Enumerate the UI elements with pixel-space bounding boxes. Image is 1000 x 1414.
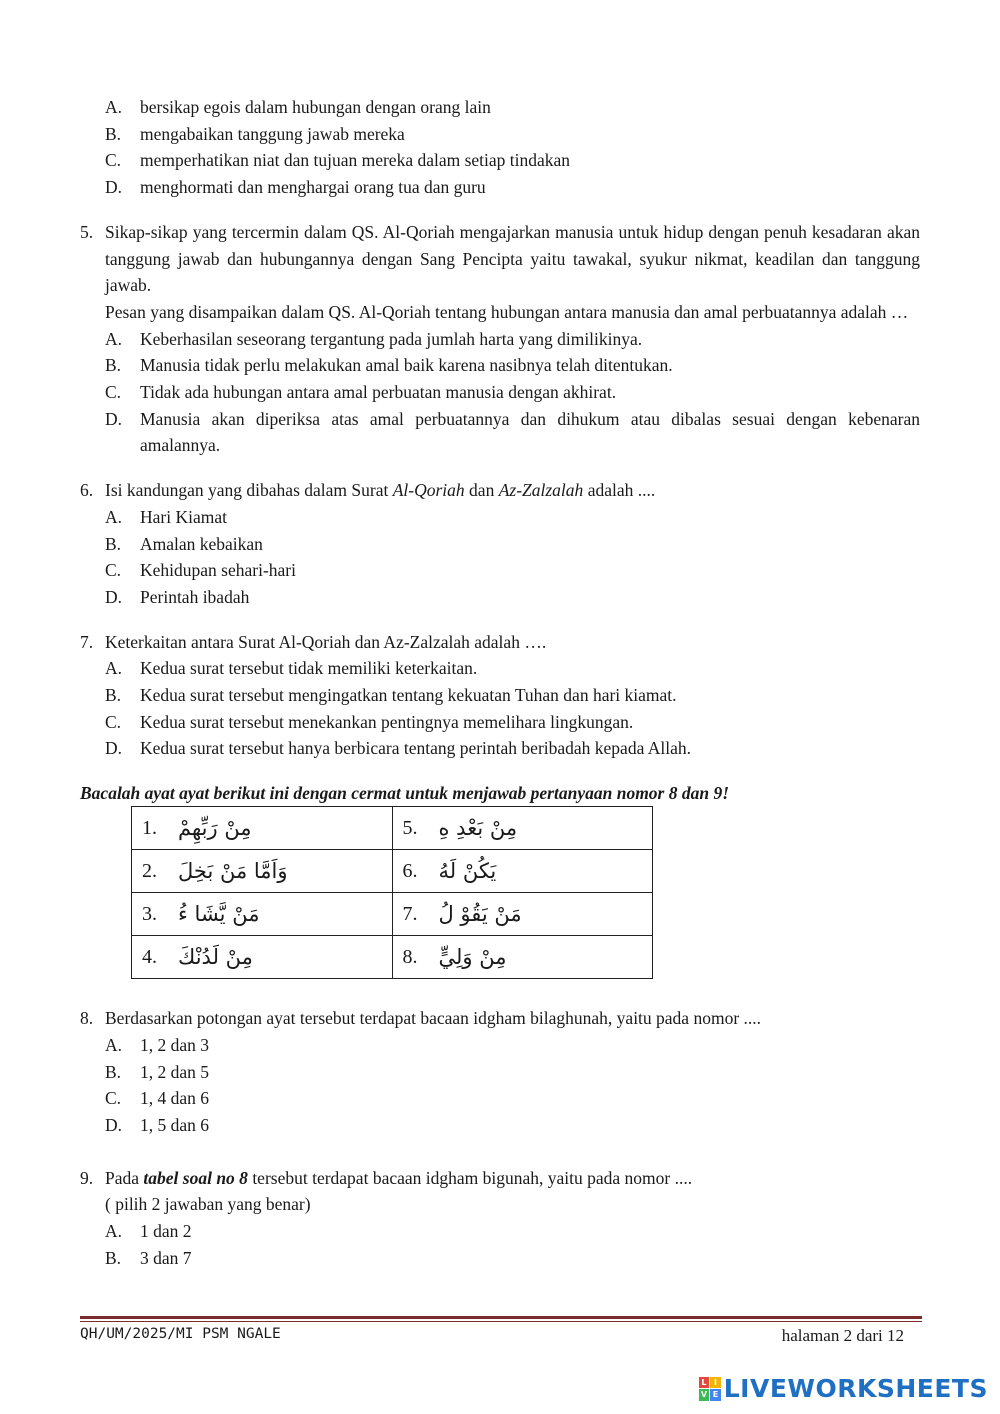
table-cell: 6. يَكُنْ لَهُ bbox=[392, 850, 653, 893]
question-9-note: ( pilih 2 jawaban yang benar) bbox=[105, 1194, 311, 1215]
table-cell: 8. مِنْ وَلِيٍّ bbox=[392, 936, 653, 979]
option-c[interactable]: C. memperhatikan niat dan tujuan mereka dalam setiap tindakan bbox=[105, 150, 571, 171]
table-cell: 5. مِنْ بَعْدِ هِ bbox=[392, 807, 653, 850]
question-8: 8. Berdasarkan potongan ayat tersebut terdapat bacaan idgham bilaghunah, yaitu pada nomor .... A. 1, 2 dan 3 B. 1, 2 dan 5 C. 1, 4 dan 6 D. 1, 5 dan 6 bbox=[80, 1005, 920, 1139]
option-c[interactable]: C. Tidak ada hubungan antara amal perbuatan manusia dengan akhirat. bbox=[105, 382, 617, 403]
option-a[interactable]: A. Hari Kiamat bbox=[105, 506, 227, 527]
option-b[interactable]: B. Kedua surat tersebut mengingatkan tentang kekuatan Tuhan dan hari kiamat. bbox=[105, 685, 677, 706]
question-9-options bbox=[105, 1218, 920, 1271]
table-cell: 3. مَنْ يَّشَا ءُ bbox=[132, 893, 393, 936]
exam-page bbox=[80, 94, 920, 1272]
option-b[interactable]: B. 1, 2 dan 5 bbox=[105, 1061, 210, 1082]
option-c[interactable]: C. 1, 4 dan 6 bbox=[105, 1088, 210, 1109]
table-row bbox=[132, 807, 653, 850]
footer-code: QH/UM/2025/MI PSM NGALE bbox=[80, 1326, 281, 1342]
table-row bbox=[132, 850, 653, 893]
question-5: 5. Sikap-sikap yang tercermin dalam QS. Al-Qoriah mengajarkan manusia untuk hidup dengan penuh kesadaran akan tanggung jawab dan hubungannya dengan Sang Pencipta yaitu tawakal, syukur nikmat, keadilan dan tanggung jawab. Pesan yang disampaikan dalam QS. Al-Qoriah tentang hubungan antara manusia dan amal perbuatannya adalah … A. Keberhasilan seseorang tergantung pada jumlah harta yang dimilikinya. B. Manusia tidak perlu melakukan amal baik karena nasibnya telah ditentukan. C. Tidak ada hubungan antara amal perbuatan manusia dengan akhirat. D. Manusia akan diperiksa atas amal perbuatannya dan dihukum atau dibalas sesuai dengan kebenaran amalannya. bbox=[80, 219, 920, 459]
option-d[interactable]: D. 1, 5 dan 6 bbox=[105, 1114, 210, 1135]
question-9: 9. Pada tabel soal no 8 tersebut terdapat bacaan idgham bigunah, yaitu pada nomor .... ( pilih 2 jawaban yang benar) A. 1 dan 2 B. 3 dan 7 bbox=[80, 1165, 920, 1272]
option-b[interactable]: B. mengabaikan tanggung jawab mereka bbox=[105, 123, 405, 144]
table-row bbox=[132, 893, 653, 936]
option-d[interactable]: D. Kedua surat tersebut hanya berbicara tentang perintah beribadah kepada Allah. bbox=[105, 738, 692, 759]
question-8-stem: Berdasarkan potongan ayat tersebut terdapat bacaan idgham bilaghunah, yaitu pada nomor .... bbox=[105, 1008, 762, 1029]
question-7-options bbox=[105, 655, 920, 762]
option-c[interactable]: C. Kehidupan sehari-hari bbox=[105, 560, 296, 581]
option-b[interactable]: B. Amalan kebaikan bbox=[105, 533, 263, 554]
option-a[interactable]: A. Kedua surat tersebut tidak memiliki keterkaitan. bbox=[105, 658, 478, 679]
arabic-text: مَنْ يَّشَا ءُ bbox=[178, 902, 260, 927]
question-6: 6. Isi kandungan yang dibahas dalam Surat Al-Qoriah dan Az-Zalzalah adalah .... A. Hari Kiamat B. Amalan kebaikan C. Kehidupan sehari-hari D. Perintah ibadah bbox=[80, 477, 920, 611]
table-cell: 1. مِنْ رَبِّهِمْ bbox=[132, 807, 393, 850]
option-d[interactable]: D. menghormati dan menghargai orang tua dan guru bbox=[105, 177, 486, 198]
arabic-text: مِنْ رَبِّهِمْ bbox=[178, 816, 252, 841]
question-5-stem: Sikap-sikap yang tercermin dalam QS. Al-Qoriah mengajarkan manusia untuk hidup dengan penuh kesadaran akan tanggung jawab dan hubungannya dengan Sang Pencipta yaitu tawakal, syukur nikmat, keadilan dan tanggung jawab. bbox=[105, 221, 920, 296]
question-6-stem: Isi kandungan yang dibahas dalam Surat Al-Qoriah dan Az-Zalzalah adalah .... bbox=[105, 480, 656, 501]
question-8-options bbox=[105, 1032, 920, 1139]
option-c[interactable]: C. Kedua surat tersebut menekankan pentingnya memelihara lingkungan. bbox=[105, 711, 634, 732]
arabic-text: مِنْ بَعْدِ هِ bbox=[438, 816, 518, 841]
arabic-text: وَاَمَّا مَنْ بَخِلَ bbox=[178, 859, 288, 884]
page-number: halaman 2 dari 12 bbox=[781, 1326, 904, 1345]
arabic-text: مَنْ يَقُوْ لُ bbox=[438, 902, 522, 927]
option-a[interactable]: A. bersikap egois dalam hubungan dengan orang lain bbox=[105, 97, 491, 117]
option-b[interactable]: B. Manusia tidak perlu melakukan amal baik karena nasibnya telah ditentukan. bbox=[105, 355, 673, 376]
question-9-stem: Pada tabel soal no 8 tersebut terdapat bacaan idgham bigunah, yaitu pada nomor .... bbox=[105, 1167, 693, 1188]
option-d[interactable]: D. Manusia akan diperiksa atas amal perbuatannya dan dihukum atau dibalas sesuai dengan kebenaran amalannya. bbox=[105, 408, 920, 456]
question-6-options bbox=[105, 504, 920, 611]
arabic-text: مِنْ وَلِيٍّ bbox=[438, 945, 507, 970]
option-a[interactable]: A. 1, 2 dan 3 bbox=[105, 1034, 210, 1055]
arabic-text: مِنْ لَدُنْكَ bbox=[178, 945, 253, 970]
footer-divider bbox=[80, 1316, 922, 1319]
option-d[interactable]: D. Perintah ibadah bbox=[105, 586, 250, 607]
option-a[interactable]: A. 1 dan 2 bbox=[105, 1221, 192, 1242]
table-cell: 7. مَنْ يَقُوْ لُ bbox=[392, 893, 653, 936]
table-instruction: Bacalah ayat ayat berikut ini dengan cermat untuk menjawab pertanyaan nomor 8 dan 9! bbox=[80, 783, 730, 804]
option-a[interactable]: A. Keberhasilan seseorang tergantung pada jumlah harta yang dimilikinya. bbox=[105, 328, 643, 349]
liveworksheets-logo-icon: L I V E bbox=[699, 1377, 721, 1401]
question-5-prompt: Pesan yang disampaikan dalam QS. Al-Qoriah tentang hubungan antara manusia dan amal perbuatannya adalah … bbox=[105, 301, 909, 322]
footer-divider-thin bbox=[80, 1321, 922, 1322]
brand-name: LIVEWORKSHEETS bbox=[723, 1374, 988, 1403]
question-5-options bbox=[105, 326, 920, 460]
table-cell: 2. وَاَمَّا مَنْ بَخِلَ bbox=[132, 850, 393, 893]
prev-question-options bbox=[105, 94, 920, 201]
ayat-table bbox=[131, 806, 653, 979]
option-b[interactable]: B. 3 dan 7 bbox=[105, 1247, 192, 1268]
arabic-text: يَكُنْ لَهُ bbox=[438, 859, 497, 884]
question-7: 7. Keterkaitan antara Surat Al-Qoriah dan Az-Zalzalah adalah …. A. Kedua surat tersebut tidak memiliki keterkaitan. B. Kedua surat tersebut mengingatkan tentang kekuatan Tuhan dan hari kiamat. C. Kedua surat tersebut menekankan pentingnya memelihara lingkungan. D. Kedua surat tersebut hanya berbicara tentang perintah beribadah kepada Allah. bbox=[80, 629, 920, 763]
table-cell: 4. مِنْ لَدُنْكَ bbox=[132, 936, 393, 979]
table-row bbox=[132, 936, 653, 979]
question-7-stem: Keterkaitan antara Surat Al-Qoriah dan Az-Zalzalah adalah …. bbox=[105, 631, 547, 652]
liveworksheets-brand[interactable] bbox=[699, 1374, 988, 1403]
